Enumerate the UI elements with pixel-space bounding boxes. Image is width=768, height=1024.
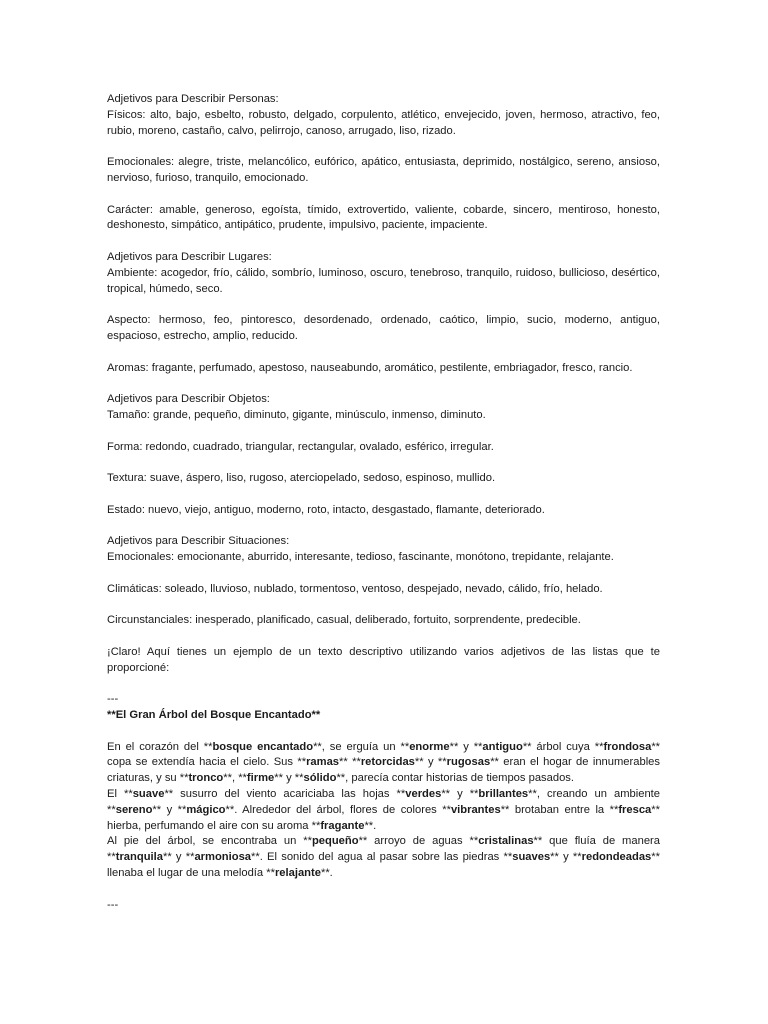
situaciones-section [107,534,660,566]
p2-b3: brillantes [478,788,529,801]
p2-t7: ** brotaban entre la ** [500,803,619,816]
p1-t5: ** copa se extendía hacia el cielo. Sus ** [107,740,661,769]
p2-t8: ** hierba, perfumando el aire con su aroma ** [107,803,660,832]
story-paragraph-3 [107,834,660,881]
p3-t1: Al pie del árbol, se encontraba un ** [107,835,312,848]
objetos-estado: Estado: nuevo, viejo, antiguo, moderno, roto, intacto, desgastado, flamante, deteriorado. [107,503,545,516]
p2-b5: mágico [186,803,226,816]
p1-t2: **, se erguía un ** [313,740,410,753]
p1-b7: rugosas [446,756,491,769]
p3-t6: ** y ** [550,851,582,864]
p2-b1: suave [132,788,165,801]
p1-b2: enorme [409,740,450,753]
situaciones-emocionales: Emocionales: emocionante, aburrido, interesante, tedioso, fascinante, monótono, trepidante, relajante. [107,551,614,564]
p3-t8: **. [320,867,333,880]
objetos-tamano: Tamaño: grande, pequeño, diminuto, gigante, minúsculo, inmenso, diminuto. [107,408,486,421]
p2-b7: fresca [618,803,652,816]
p2-t9: **. [364,819,377,832]
p2-t1: El ** [107,788,133,801]
p1-t7: ** y ** [414,756,447,769]
p2-b6: vibrantes [450,803,501,816]
personas-emocionales: Emocionales: alegre, triste, melancólico, eufórico, apático, entusiasta, deprimido, nostálgico, sereno, ansioso, nervioso, furioso, tranquilo, emocionado. [107,156,660,184]
lugares-aromas: Aromas: fragante, perfumado, apestoso, nauseabundo, aromático, pestilente, embriagador, fresco, rancio. [107,361,633,374]
p1-b4: frondosa [603,740,652,753]
p3-b3: tranquila [115,851,163,864]
lugares-heading: Adjetivos para Describir Lugares: [107,250,272,263]
p1-t4: ** árbol cuya ** [522,740,604,753]
p2-b4: sereno [115,803,153,816]
p3-t2: ** arroyo de aguas ** [358,835,479,848]
p1-b8: tronco [188,772,224,785]
p3-t4: ** y ** [162,851,195,864]
p1-b6: retorcidas [360,756,415,769]
story-section [107,692,660,913]
separator-top: --- [107,693,119,706]
p2-t6: **. Alrededor del árbol, flores de colores ** [225,803,451,816]
p2-t2: ** susurro del viento acariciaba las hojas ** [164,788,406,801]
p3-b6: redondeadas [581,851,652,864]
situaciones-circunstanciales: Circunstanciales: inesperado, planificado, casual, deliberado, fortuito, sorprendente, predecible. [107,614,581,627]
separator-bottom: --- [107,898,119,911]
p1-t8: ** eran el hogar de innumerables criaturas, y su ** [107,756,661,785]
personas-section [107,92,660,139]
lugares-aspecto: Aspecto: hermoso, feo, pintoresco, desordenado, ordenado, caótico, limpio, sucio, moderno, antiguo, espacioso, estrecho, amplio, reducido. [107,314,660,342]
p1-t3: ** y ** [449,740,483,753]
p2-b8: fragante [320,819,365,832]
p3-b7: relajante [274,867,321,880]
p3-b1: pequeño [311,835,359,848]
p1-t10: ** y ** [274,772,304,785]
p1-t11: **, parecía contar historias de tiempos pasados. [336,772,575,785]
objetos-heading: Adjetivos para Describir Objetos: [107,393,270,406]
p2-t4: **, creando un ambiente ** [107,788,660,816]
p1-b1: bosque encantado [212,740,314,753]
story-title-mark-close: ** [311,709,321,722]
lugares-ambiente: Ambiente: acogedor, frío, cálido, sombrío, luminoso, oscuro, tenebroso, tranquilo, ruidoso, bullicioso, desértico, tropical, húmedo, seco. [107,266,660,295]
personas-caracter: Carácter: amable, generoso, egoísta, tímido, extrovertido, valiente, cobarde, sincero, mentiroso, honesto, deshonesto, simpático, antipático, prudente, impulsivo, paciente, impaciente. [107,203,660,232]
objetos-section [107,392,660,424]
personas-fisicos: Físicos: alto, bajo, esbelto, robusto, delgado, corpulento, atlético, envejecido, joven, hermoso, atractivo, feo, rubio, moreno, castaño, calvo, pelirrojo, canoso, arrugado, liso, rizado. [107,108,660,137]
story-title [107,708,660,724]
p3-t7: ** llenaba el lugar de una melodía ** [107,851,660,880]
p2-b2: verdes [405,788,442,801]
p3-t5: **. El sonido del agua al pasar sobre las piedras ** [251,851,513,864]
p1-t9: **, ** [223,772,247,785]
story-paragraph-1 [107,740,660,787]
story-title-mark-open: ** [107,709,116,722]
p1-b3: antiguo [482,740,523,753]
objetos-textura: Textura: suave, áspero, liso, rugoso, aterciopelado, sedoso, espinoso, mullido. [107,472,496,485]
situaciones-climaticas: Climáticas: soleado, lluvioso, nublado, tormentoso, ventoso, despejado, nevado, cálido, frío, helado. [107,582,603,595]
intro-paragraph: ¡Claro! Aquí tienes un ejemplo de un texto descriptivo utilizando varios adjetivos de las listas que te proporcioné: [107,645,660,674]
p2-t5: ** y ** [152,803,187,816]
p3-b5: suaves [512,851,551,864]
objetos-forma: Forma: redondo, cuadrado, triangular, rectangular, ovalado, esférico, irregular. [107,440,494,453]
story-title-text: El Gran Árbol del Bosque Encantado [115,709,312,722]
p1-t1: En el corazón del ** [107,740,213,753]
p1-t6: ** ** [339,756,361,769]
p1-b5: ramas [306,756,340,769]
p1-b10: sólido [303,772,337,785]
p3-t3: ** que fluía de manera ** [107,835,660,864]
personas-heading: Adjetivos para Describir Personas: [107,93,279,105]
story-paragraph-2 [107,787,660,834]
situaciones-heading: Adjetivos para Describir Situaciones: [107,535,290,548]
p2-t3: ** y ** [441,788,479,801]
p3-b4: armoniosa [194,851,252,864]
p1-b9: firme [246,772,275,785]
lugares-section [107,250,660,297]
p3-b2: cristalinas [478,835,534,848]
